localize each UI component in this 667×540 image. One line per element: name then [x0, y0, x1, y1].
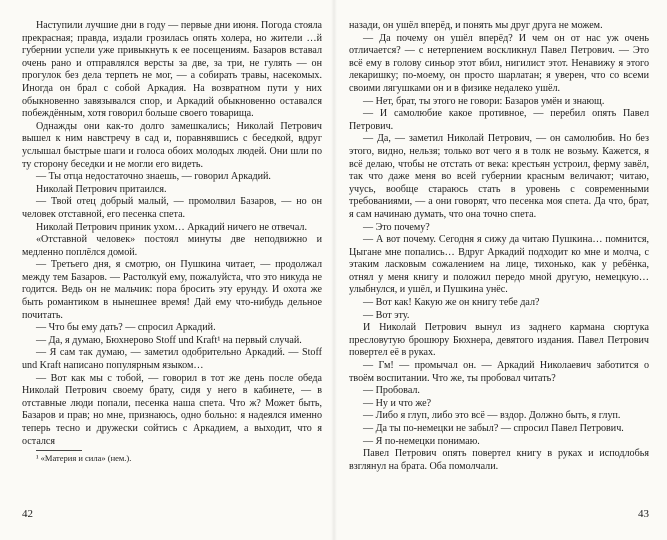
paragraph: Наступили лучшие дни в году — первые дни июня. Погода стояла прекрасная; правда, издали грозилась опять холера, но жители …й губернии успели уже привыкнуть к ее посещениям. Базаров вставал очень рано и отправлялся версты за две, за три, не гулять — он прогулок без дела терпеть не мог, — а собирать травы, насекомых. Иногда он брал с собой Аркадия. На возвратном пути у них обыкновенно завязывался спор, и Аркадий обыкновенно оставался побеждённым, хотя говорил больше своего товарища.	[22, 20, 322, 120]
paragraph: — Да почему он ушёл вперёд? И чем он от нас уж очень отличается? — с нетерпением воскликнул Павел Петрович. — Это всё ему в голову синьор этот вбил, нигилист этот. Ненавижу я этого лекаришку; по-моему, он просто шарлатан; я уверен, что со всеми своими лягушками он и в физике недалеко ушёл.	[349, 32, 649, 94]
paragraph: — Это почему?	[363, 221, 430, 233]
paragraph: Николай Петрович притаился.	[36, 183, 167, 195]
paragraph: И Николай Петрович вынул из заднего кармана сюртука пресловутую брошюру Бюхнера, девятого издания. Павел Петрович повертел её в руках.	[349, 322, 649, 359]
paragraph: — Пробовал.	[363, 385, 420, 397]
paragraph: — Да ты по-немецки не забыл? — спросил Павел Петрович.	[363, 423, 624, 434]
right-page-text	[349, 20, 649, 473]
paragraph: — Вот как! Какую же он книгу тебе дал?	[363, 297, 540, 309]
paragraph: — Что бы ему дать? — спросил Аркадий.	[36, 322, 216, 334]
paragraph: — Я сам так думаю, — заметил одобрительно Аркадий. — Stoff und Kraft написано популярным языком…	[22, 347, 322, 372]
left-page	[22, 20, 322, 520]
paragraph: — И самолюбие какое противное, — перебил опять Павел Петрович.	[349, 108, 649, 132]
paragraph: — Нет, брат, ты этого не говори: Базаров умён и знающ.	[363, 95, 605, 107]
paragraph: назади, он ушёл вперёд, и понять мы друг друга не можем.	[349, 20, 603, 31]
book-gutter	[331, 0, 337, 540]
paragraph: Павел Петрович опять повертел книгу в руках и исподлобья взглянул на брата. Оба помолчали.	[349, 448, 649, 472]
page-number-right: 43	[638, 508, 649, 520]
paragraph: — Твой отец добрый малый, — промолвил Базаров, — но он человек отставной, его песенка спета.	[22, 196, 322, 220]
paragraph: — Ну и что же?	[363, 397, 432, 409]
paragraph: Однажды они как-то долго замешкались; Николай Петрович вышел к ним навстречу в сад и, поравнявшись с беседкой, вдруг услышал быстрые шаги и голоса обоих молодых людей. Они шли по ту сторону беседки и не могли его видеть.	[22, 120, 322, 170]
footnote-rule	[36, 450, 82, 451]
paragraph: — Третьего дня, я смотрю, он Пушкина читает, — продолжал между тем Базаров. — Растолкуй ему, пожалуйста, что это никуда не годится. Ведь он не мальчик: пора бросить эту ерунду. И охота же быть романтиком в нынешнее время! Дай ему что-нибудь дельное почитать.	[22, 259, 322, 321]
paragraph: — Ты отца недостаточно знаешь, — говорил Аркадий.	[36, 171, 271, 183]
paragraph: «Отставной человек» постоял минуты две неподвижно и медленно поплёлся домой.	[22, 234, 322, 258]
paragraph: — Я по-немецки понимаю.	[363, 435, 480, 447]
page-number-left: 42	[22, 508, 33, 520]
paragraph: — Либо я глуп, либо это всё — вздор. Должно быть, я глуп.	[363, 410, 621, 422]
paragraph: — А вот почему. Сегодня я сижу да читаю Пушкина… помнится, Цыгане мне попались… Вдруг Аркадий подходит ко мне и молча, с этаким ласковым сожалением на лице, тихонько, как у ребёнка, отнял у меня книгу и положил передо мной другую, немецкую… улыбнулся, и ушёл, и Пушкина унёс.	[349, 234, 649, 296]
right-page	[349, 20, 649, 520]
paragraph: Николай Петрович приник ухом… Аркадий ничего не отвечал.	[36, 221, 307, 233]
left-page-text	[22, 20, 322, 463]
paragraph: — Вот эту.	[363, 309, 410, 321]
paragraph: — Да, я думаю, Бюхнерово Stoff und Kraft¹ на первый случай.	[36, 334, 302, 346]
paragraph: — Вот как мы с тобой, — говорил в тот же день после обеда Николай Петрович своему брату, сидя у него в кабинете, — в отставные люди попали, песенка наша спета. Что ж? Может быть, Базаров и прав; но мне, признаюсь, одно больно: я надеялся именно теперь тесно и дружески сойтись с Аркадием, а выходит, что я остался	[22, 372, 322, 447]
paragraph: — Гм! — промычал он. — Аркадий Николаевич заботится о твоём воспитании. Что же, ты пробовал читать?	[349, 360, 649, 384]
footnote: ¹ «Материя и сила» (нем.).	[36, 453, 132, 464]
paragraph: — Да, — заметил Николай Петрович, — он самолюбив. Но без этого, видно, нельзя; только вот чего я в толк не возьму. Кажется, я всё делаю, чтобы не отстать от века: крестьян устроил, ферму завёл, так что даже меня во всей губернии красным величают; читаю, учусь, вообще стараюсь стать в уровень с современными требованиями, — а они говорят, что песенка моя спета. Да что, брат, я сам начинаю думать, что она точно спета.	[349, 133, 649, 220]
